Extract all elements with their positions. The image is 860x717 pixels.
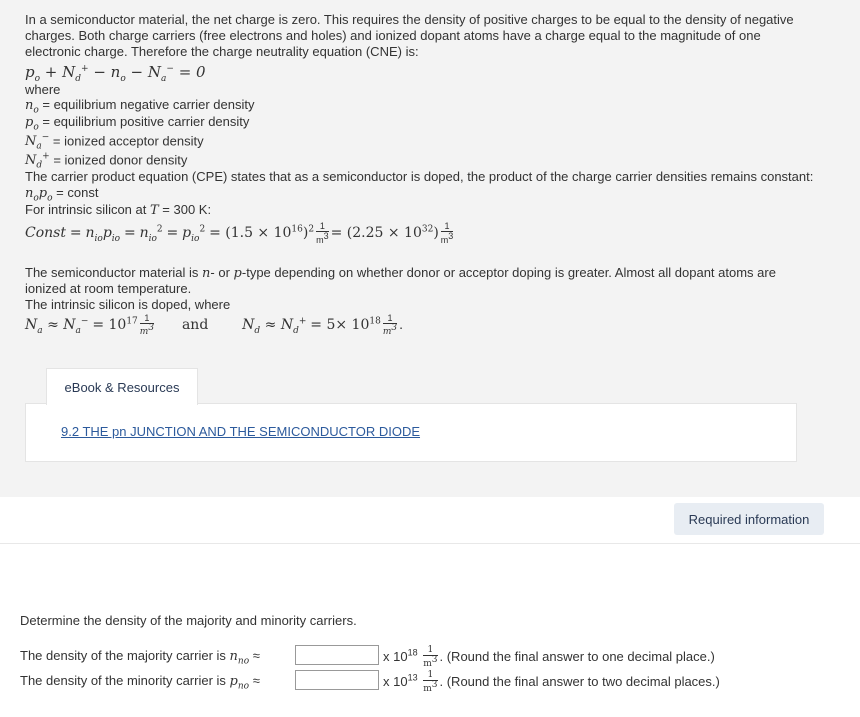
cpe-text: The carrier product equation (CPE) states that as a semiconductor is doped, the product of the charge carrier densities remains constant: [25,169,814,184]
where-label: where [25,82,61,97]
majority-label: The density of the majority carrier is $n_{no}$ ≈ [20,648,260,667]
ionized-text: ionized at room temperature. [25,281,192,296]
cne-equation: $p_o + N_d^+ - n_o - N_a^- = 0$ [25,63,206,84]
intro-text-2: charges. Both charge carriers (free electrons and holes) and ionized dopant atoms have a charge equal to the magnitude of one [25,28,761,43]
cpe-equation: $n_op_o$ = const [25,185,99,204]
type-text: The semiconductor material is n- or p-type depending on whether donor or acceptor doping is greater. Almost all dopant atoms are [25,265,776,281]
def-nd: $N_d^+$ = ionized donor density [25,152,188,171]
majority-answer-input[interactable] [295,645,379,665]
def-na: $N_a^-$ = ionized acceptor density [25,133,204,152]
minority-units: x $10^{13}$ $\frac{1}{m^3}$ . (Round the final answer to two decimal places.) [383,670,720,694]
intro-text-1: In a semiconductor material, the net charge is zero. This requires the density of positive charges to be equal to the density of negative [25,12,794,27]
chapter-link[interactable]: 9.2 THE pn JUNCTION AND THE SEMICONDUCTOR DIODE [61,424,421,439]
minority-answer-input[interactable] [295,670,379,690]
tab-ebook-resources[interactable]: eBook & Resources [46,368,198,405]
intrinsic-text: For intrinsic silicon at T = 300 K: [25,202,212,218]
const-equation: Const = $n_{io}p_{io} = n_{io}^2 = p_{io}^2 = (1.5 \times 10^{16})^2$ $\frac{1}{m^3}$ = $(2.25 \times 10^{32})$ $\frac{1}{m^3}$ [25,221,454,245]
majority-units: x $10^{18}$ $\frac{1}{m^3}$ . (Round the final answer to one decimal place.) [383,645,715,669]
def-no: $n_o$ = equilibrium negative carrier density [25,97,255,116]
intro-text-3: electronic charge. Therefore the charge neutrality equation (CNE) is: [25,44,419,59]
ebook-panel [25,403,797,462]
required-info-bar [0,497,860,544]
question-prompt: Determine the density of the majority and minority carriers. [20,613,357,628]
required-information-button[interactable]: Required information [674,503,824,535]
doping-equation: $N_a \approx N_a^- = 10^{17}$ $\frac{1}{m^3}$ and $N_d \approx N_d^+ = 5\times 10^{18}$ $\frac{1}{m^3}$ . [25,313,403,337]
def-po: $p_o$ = equilibrium positive carrier density [25,114,250,133]
doped-text: The intrinsic silicon is doped, where [25,297,231,312]
minority-label: The density of the minority carrier is $p_{no}$ ≈ [20,673,260,692]
